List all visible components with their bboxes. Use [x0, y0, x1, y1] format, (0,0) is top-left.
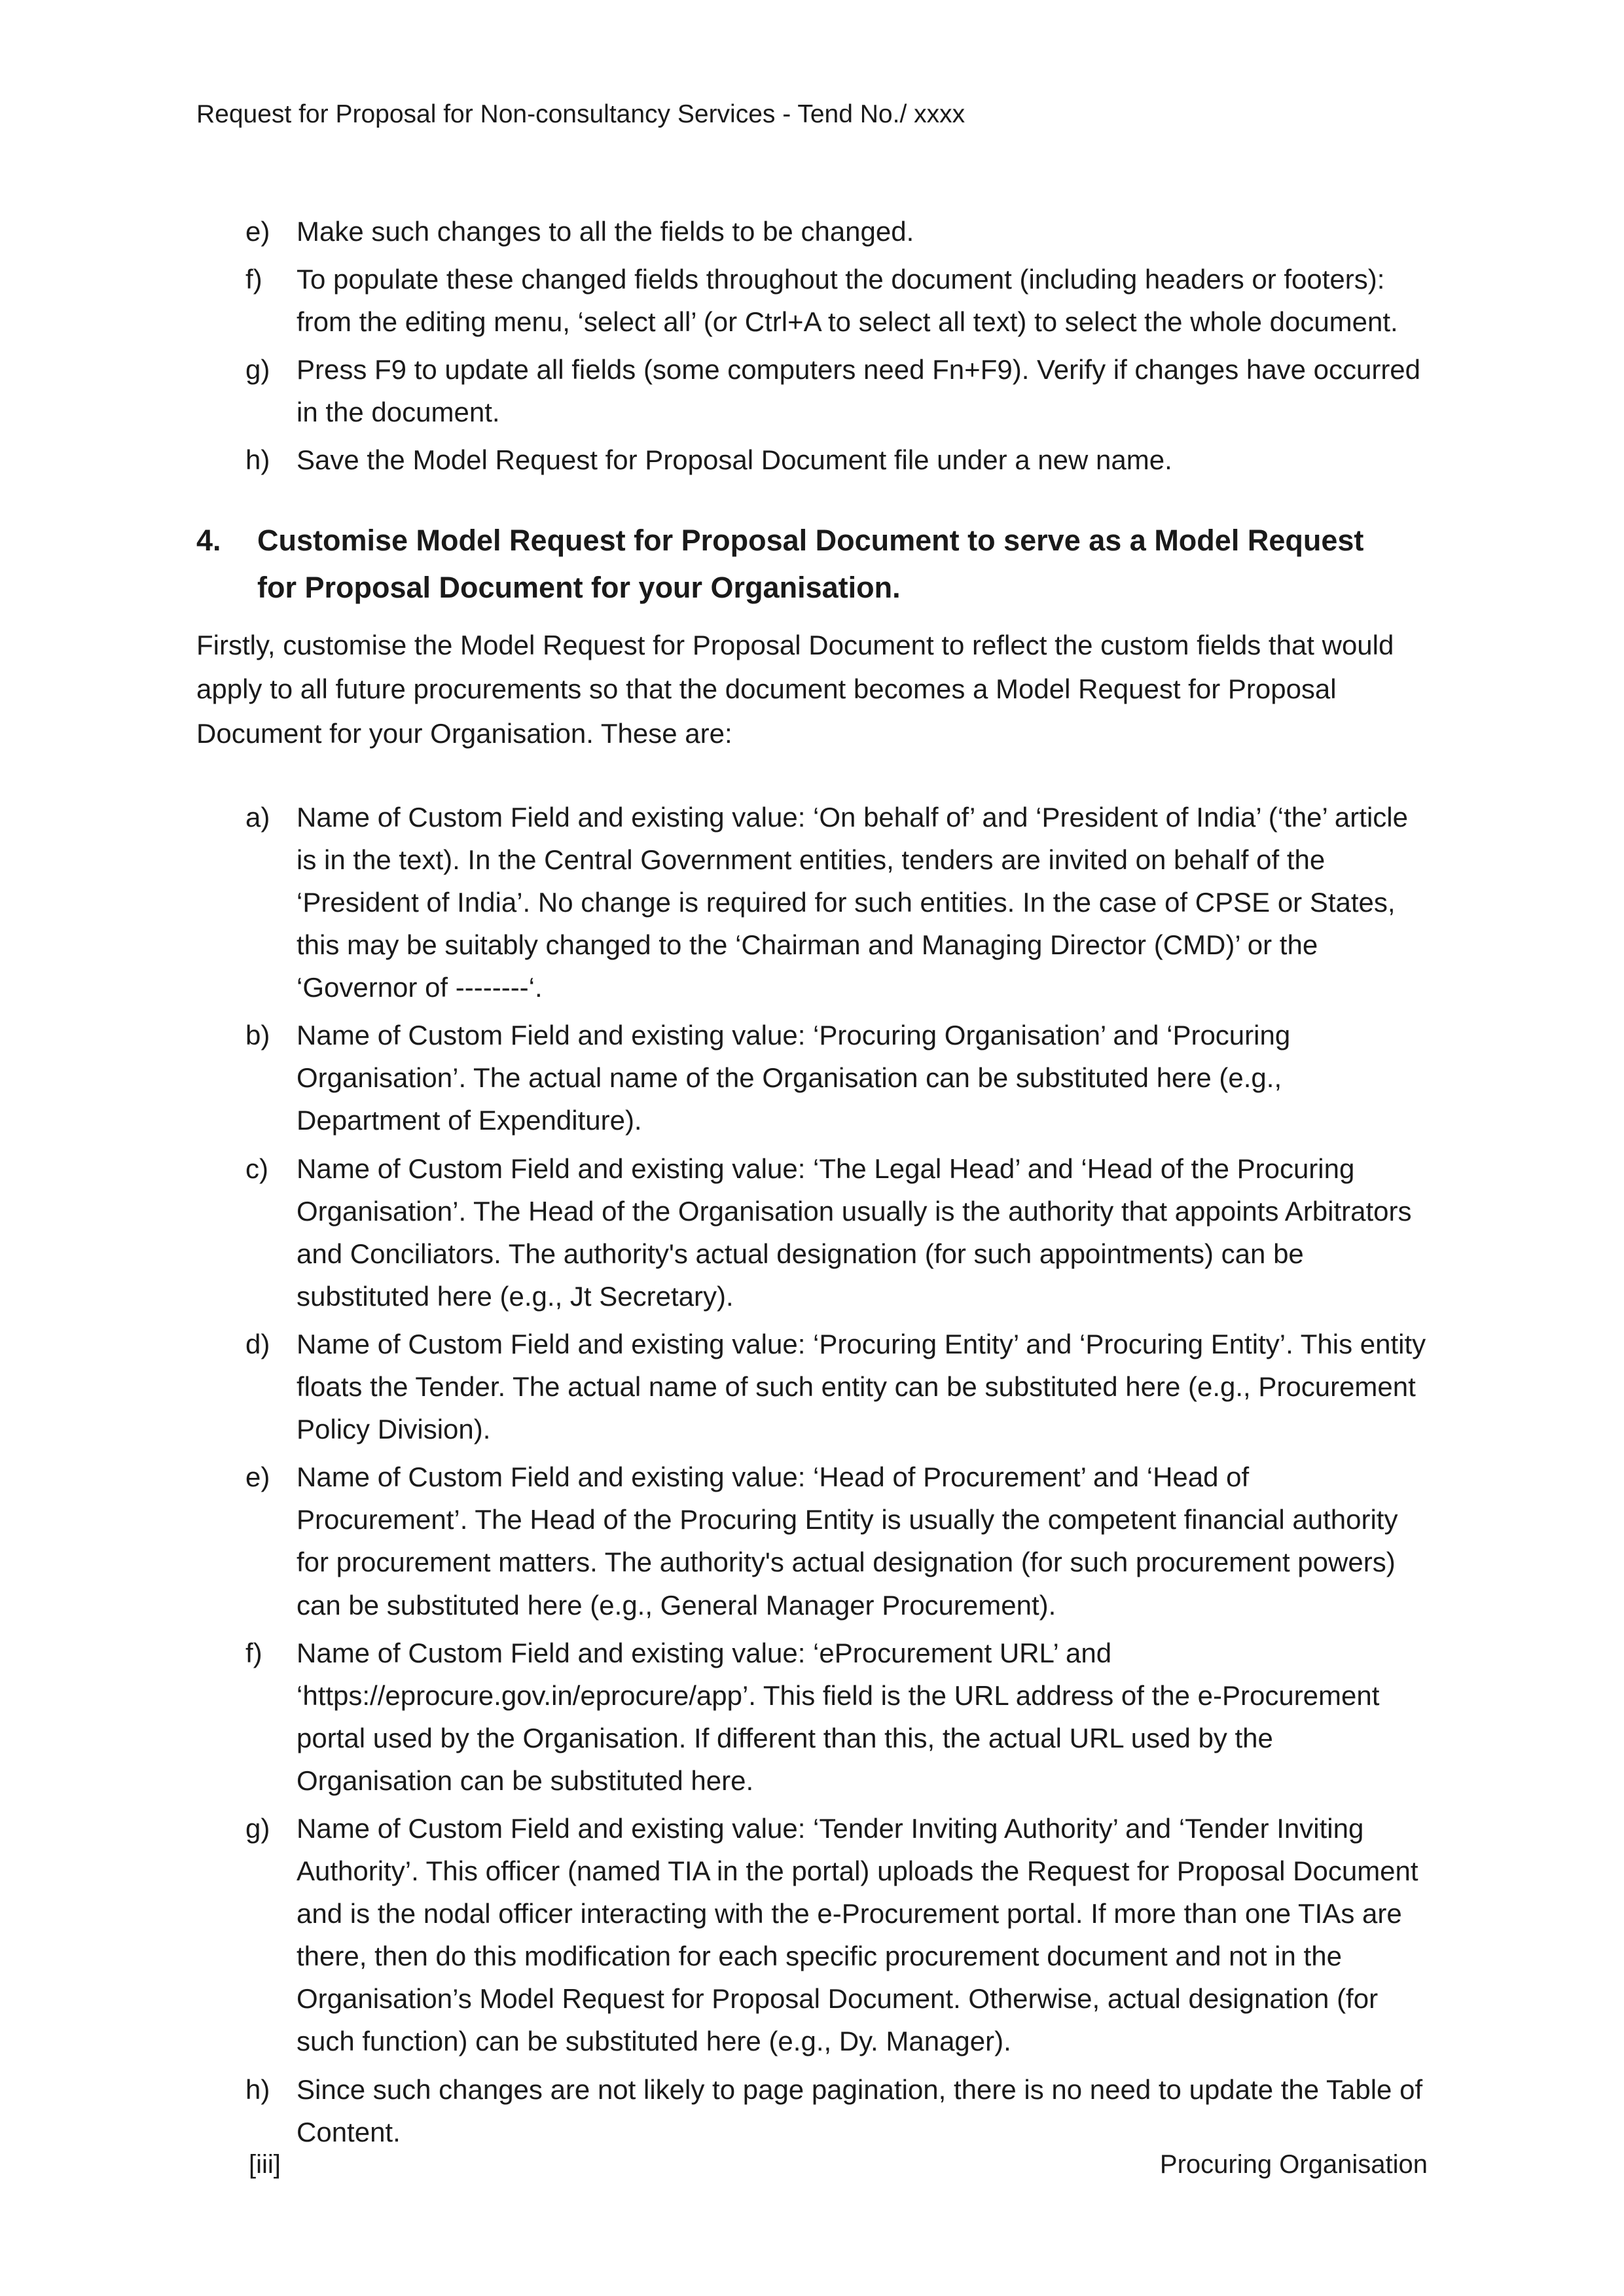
list-item-text: Name of Custom Field and existing value: ‘Procuring Entity’ and ‘Procuring Entity’. This entity floats the Tender. The actual name of such entity can be substituted here (e.g., Procurement Policy Division).: [297, 1328, 1426, 1445]
list-item-text: Name of Custom Field and existing value: ‘eProcurement URL’ and ‘https://eprocure.gov.in/eprocure/app’. This field is the URL address of the e-Procurement portal used by the Organisation. If different than this, the actual URL used by the Organisation can be substituted here.: [297, 1637, 1380, 1796]
list-item-label: f): [245, 1637, 262, 1668]
section-number: 4.: [196, 524, 221, 558]
list-item: [245, 796, 1428, 1009]
list-item-text: Name of Custom Field and existing value: ‘On behalf of’ and ‘President of India’ (‘the’ article is in the text). In the Central Government entities, tenders are invited on behalf of the ‘President of India’. No change is required for such entities. In the case of CPSE or States, this may be suitably changed to the ‘Chairman and Managing Director (CMD)’ or the ‘Governor of --------‘.: [297, 801, 1408, 1003]
list-item-label: f): [245, 263, 262, 295]
list-item: [245, 1323, 1428, 1450]
list-item-label: h): [245, 444, 270, 476]
custom-fields-list: [245, 796, 1428, 2153]
list-item: [245, 210, 1428, 253]
list-item-label: g): [245, 1812, 270, 1844]
list-item-text: Name of Custom Field and existing value: ‘The Legal Head’ and ‘Head of the Procuring Organisation’. The Head of the Organisation usually is the authority that appoints Arbitrators and Conciliators. The authority's actual designation (for such appointments) can be substituted here (e.g., Jt Secretary).: [297, 1153, 1412, 1312]
list-item-label: g): [245, 353, 270, 385]
list-item: [245, 439, 1428, 481]
section-title: Customise Model Request for Proposal Document to serve as a Model Request for Proposal Document for your Organisation.: [257, 524, 1364, 605]
list-item-label: a): [245, 801, 270, 833]
list-item: [245, 348, 1428, 433]
list-item-label: e): [245, 1462, 270, 1493]
list-item-text: Press F9 to update all fields (some computers need Fn+F9). Verify if changes have occurred in the document.: [297, 353, 1421, 428]
list-item-text: Name of Custom Field and existing value: ‘Procuring Organisation’ and ‘Procuring Organisation’. The actual name of the Organisation can be substituted here (e.g., Department of Expenditure).: [297, 1020, 1291, 1136]
list-item-label: b): [245, 1020, 270, 1051]
list-item-text: Since such changes are not likely to page pagination, there is no need to update the Table of Content.: [297, 2073, 1423, 2147]
list-item-label: e): [245, 215, 270, 247]
list-item-text: Name of Custom Field and existing value: ‘Tender Inviting Authority’ and ‘Tender Inviting Authority’. This officer (named TIA in the portal) uploads the Request for Proposal Document and is the nodal officer interacting with the e-Procurement portal. If more than one TIAs are there, then do this modification for each specific procurement document and not in the Organisation’s Model Request for Proposal Document. Otherwise, actual designation (for such function) can be substituted here (e.g., Dy. Manager).: [297, 1812, 1418, 2057]
page-header: Request for Proposal for Non-consultancy Services - Tend No./ xxxx: [196, 100, 965, 128]
footer-org-label: Procuring Organisation: [1159, 2150, 1428, 2179]
list-item-label: h): [245, 2073, 270, 2105]
steps-list: [245, 210, 1428, 482]
section-intro: Firstly, customise the Model Request for Proposal Document to reflect the custom fields that would apply to all future procurements so that the document becomes a Model Request for Proposal Document for your Organisation. These are:: [196, 630, 1394, 749]
list-item: [245, 258, 1428, 343]
page-footer: [196, 2150, 1428, 2179]
list-item: [245, 2068, 1428, 2153]
list-item: [245, 1147, 1428, 1318]
list-item-text: Name of Custom Field and existing value: ‘Head of Procurement’ and ‘Head of Procurement’. The Head of the Procuring Entity is usually the competent financial authority for procurement matters. The authority's actual designation (for such procurement powers) can be substituted here (e.g., General Manager Procurement).: [297, 1462, 1398, 1621]
list-item-label: d): [245, 1328, 270, 1359]
list-item: [245, 1014, 1428, 1141]
list-item-text: Save the Model Request for Proposal Document file under a new name.: [297, 444, 1172, 476]
list-item: [245, 1456, 1428, 1626]
list-item-label: c): [245, 1153, 268, 1184]
list-item: [245, 1632, 1428, 1802]
list-item-text: To populate these changed fields throughout the document (including headers or footers): from the editing menu, ‘select all’ (or Ctrl+A to select all text) to select the whole document.: [297, 263, 1398, 337]
list-item: [245, 1807, 1428, 2063]
section-heading: [196, 517, 1428, 611]
list-item-text: Make such changes to all the fields to be changed.: [297, 215, 914, 247]
page-number: [iii]: [249, 2150, 281, 2179]
